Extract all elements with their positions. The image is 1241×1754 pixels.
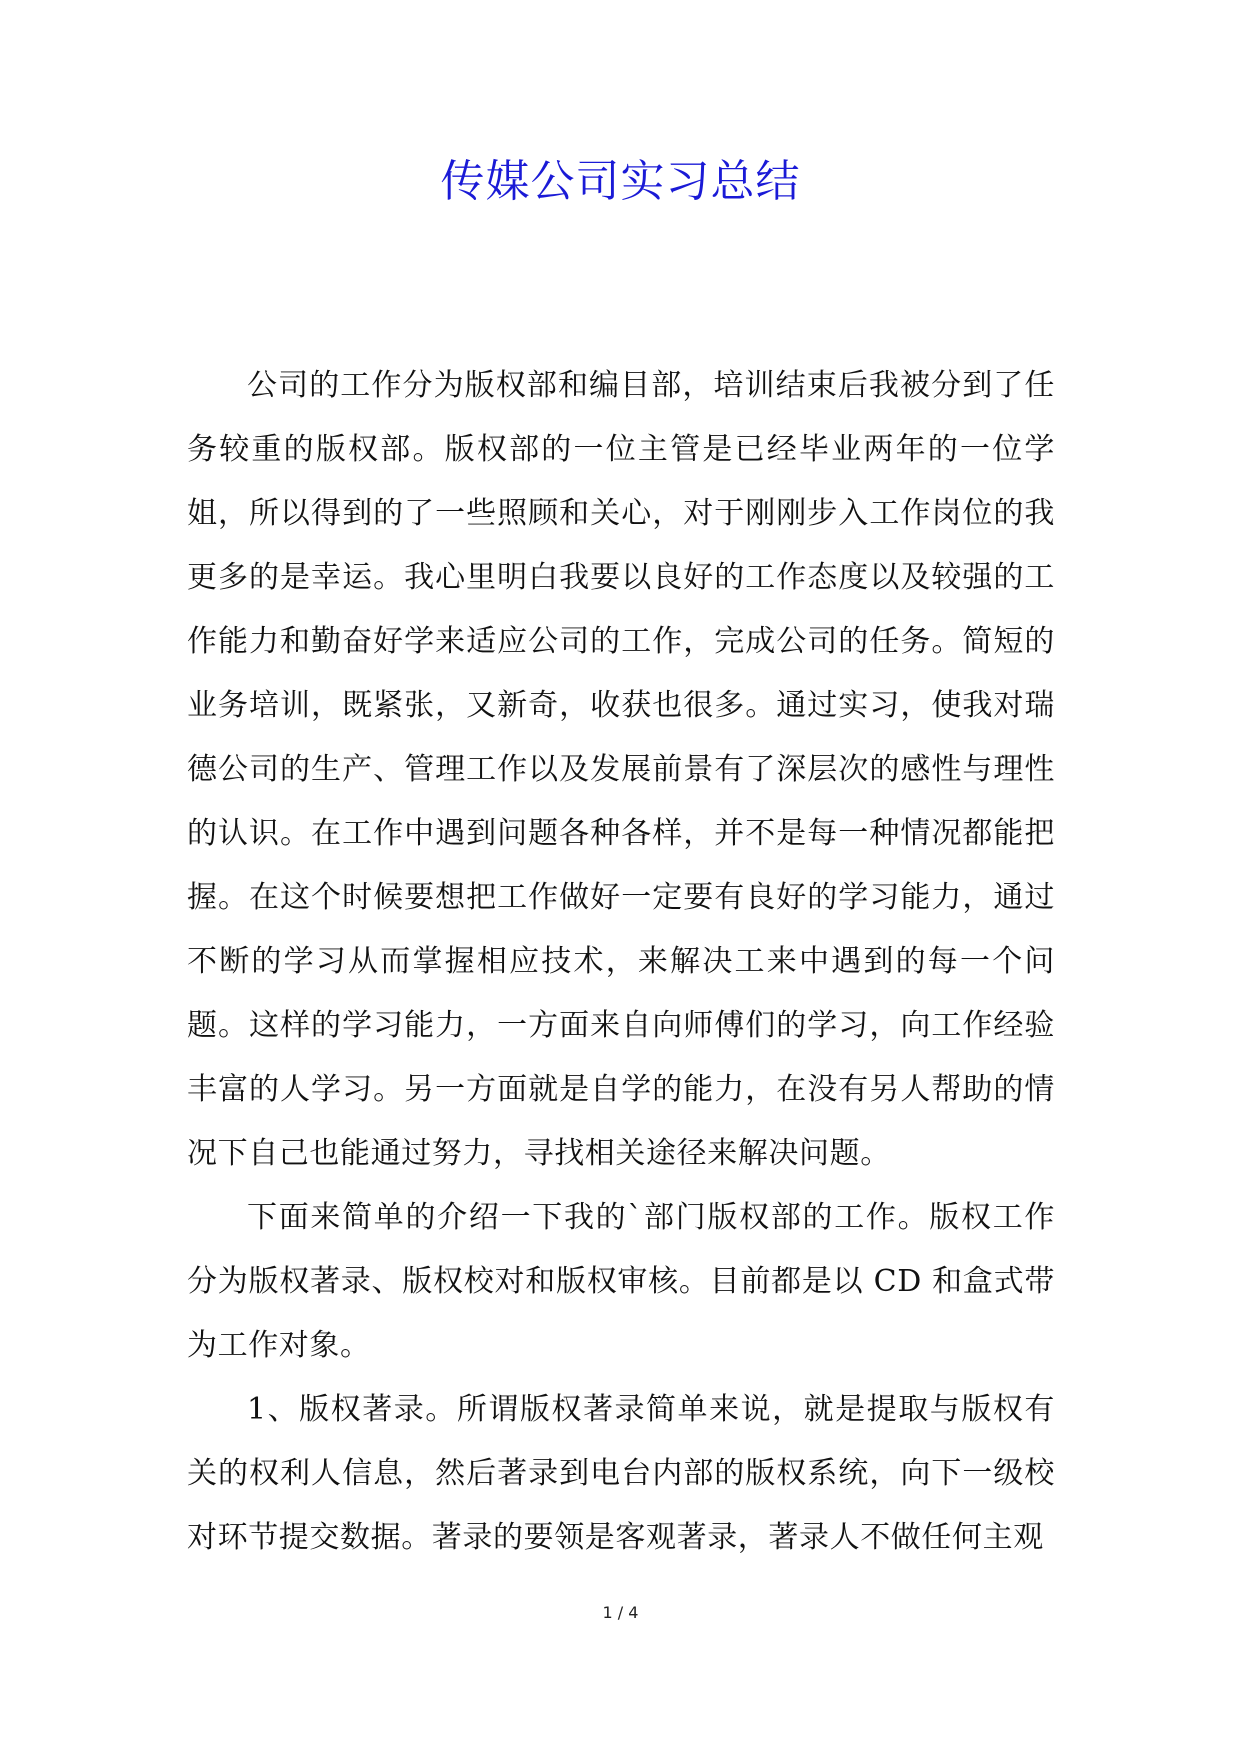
paragraph: 下面来简单的介绍一下我的`部门版权部的工作。版权工作分为版权著录、版权校对和版权审核。目前都是以 CD 和盒式带为工作对象。: [187, 1200, 1055, 1363]
document-body: [187, 354, 1055, 1570]
paragraph: 1、版权著录。所谓版权著录简单来说，就是提取与版权有关的权利人信息，然后著录到电台内部的版权系统，向下一级校对环节提交数据。著录的要领是客观著录，著录人不做任何主观: [187, 1392, 1055, 1555]
document-title: 传媒公司实习总结: [440, 156, 801, 207]
paragraph: 公司的工作分为版权部和编目部，培训结束后我被分到了任务较重的版权部。版权部的一位主管是已经毕业两年的一位学姐，所以得到的了一些照顾和关心，对于刚刚步入工作岗位的我更多的是幸运。我心里明白我要以良好的工作态度以及较强的工作能力和勤奋好学来适应公司的工作，完成公司的任务。简短的业务培训，既紧张，又新奇，收获也很多。通过实习，使我对瑞德公司的生产、管理工作以及发展前景有了深层次的感性与理性的认识。在工作中遇到问题各种各样，并不是每一种情况都能把握。在这个时候要想把工作做好一定要有良好的学习能力，通过不断的学习从而掌握相应技术，来解决工来中遇到的每一个问题。这样的学习能力，一方面来自向师傅们的学习，向工作经验丰富的人学习。另一方面就是自学的能力，在没有另人帮助的情况下自己也能通过努力，寻找相关途径来解决问题。: [187, 368, 1055, 1171]
page-number: 1 / 4: [602, 1603, 639, 1622]
